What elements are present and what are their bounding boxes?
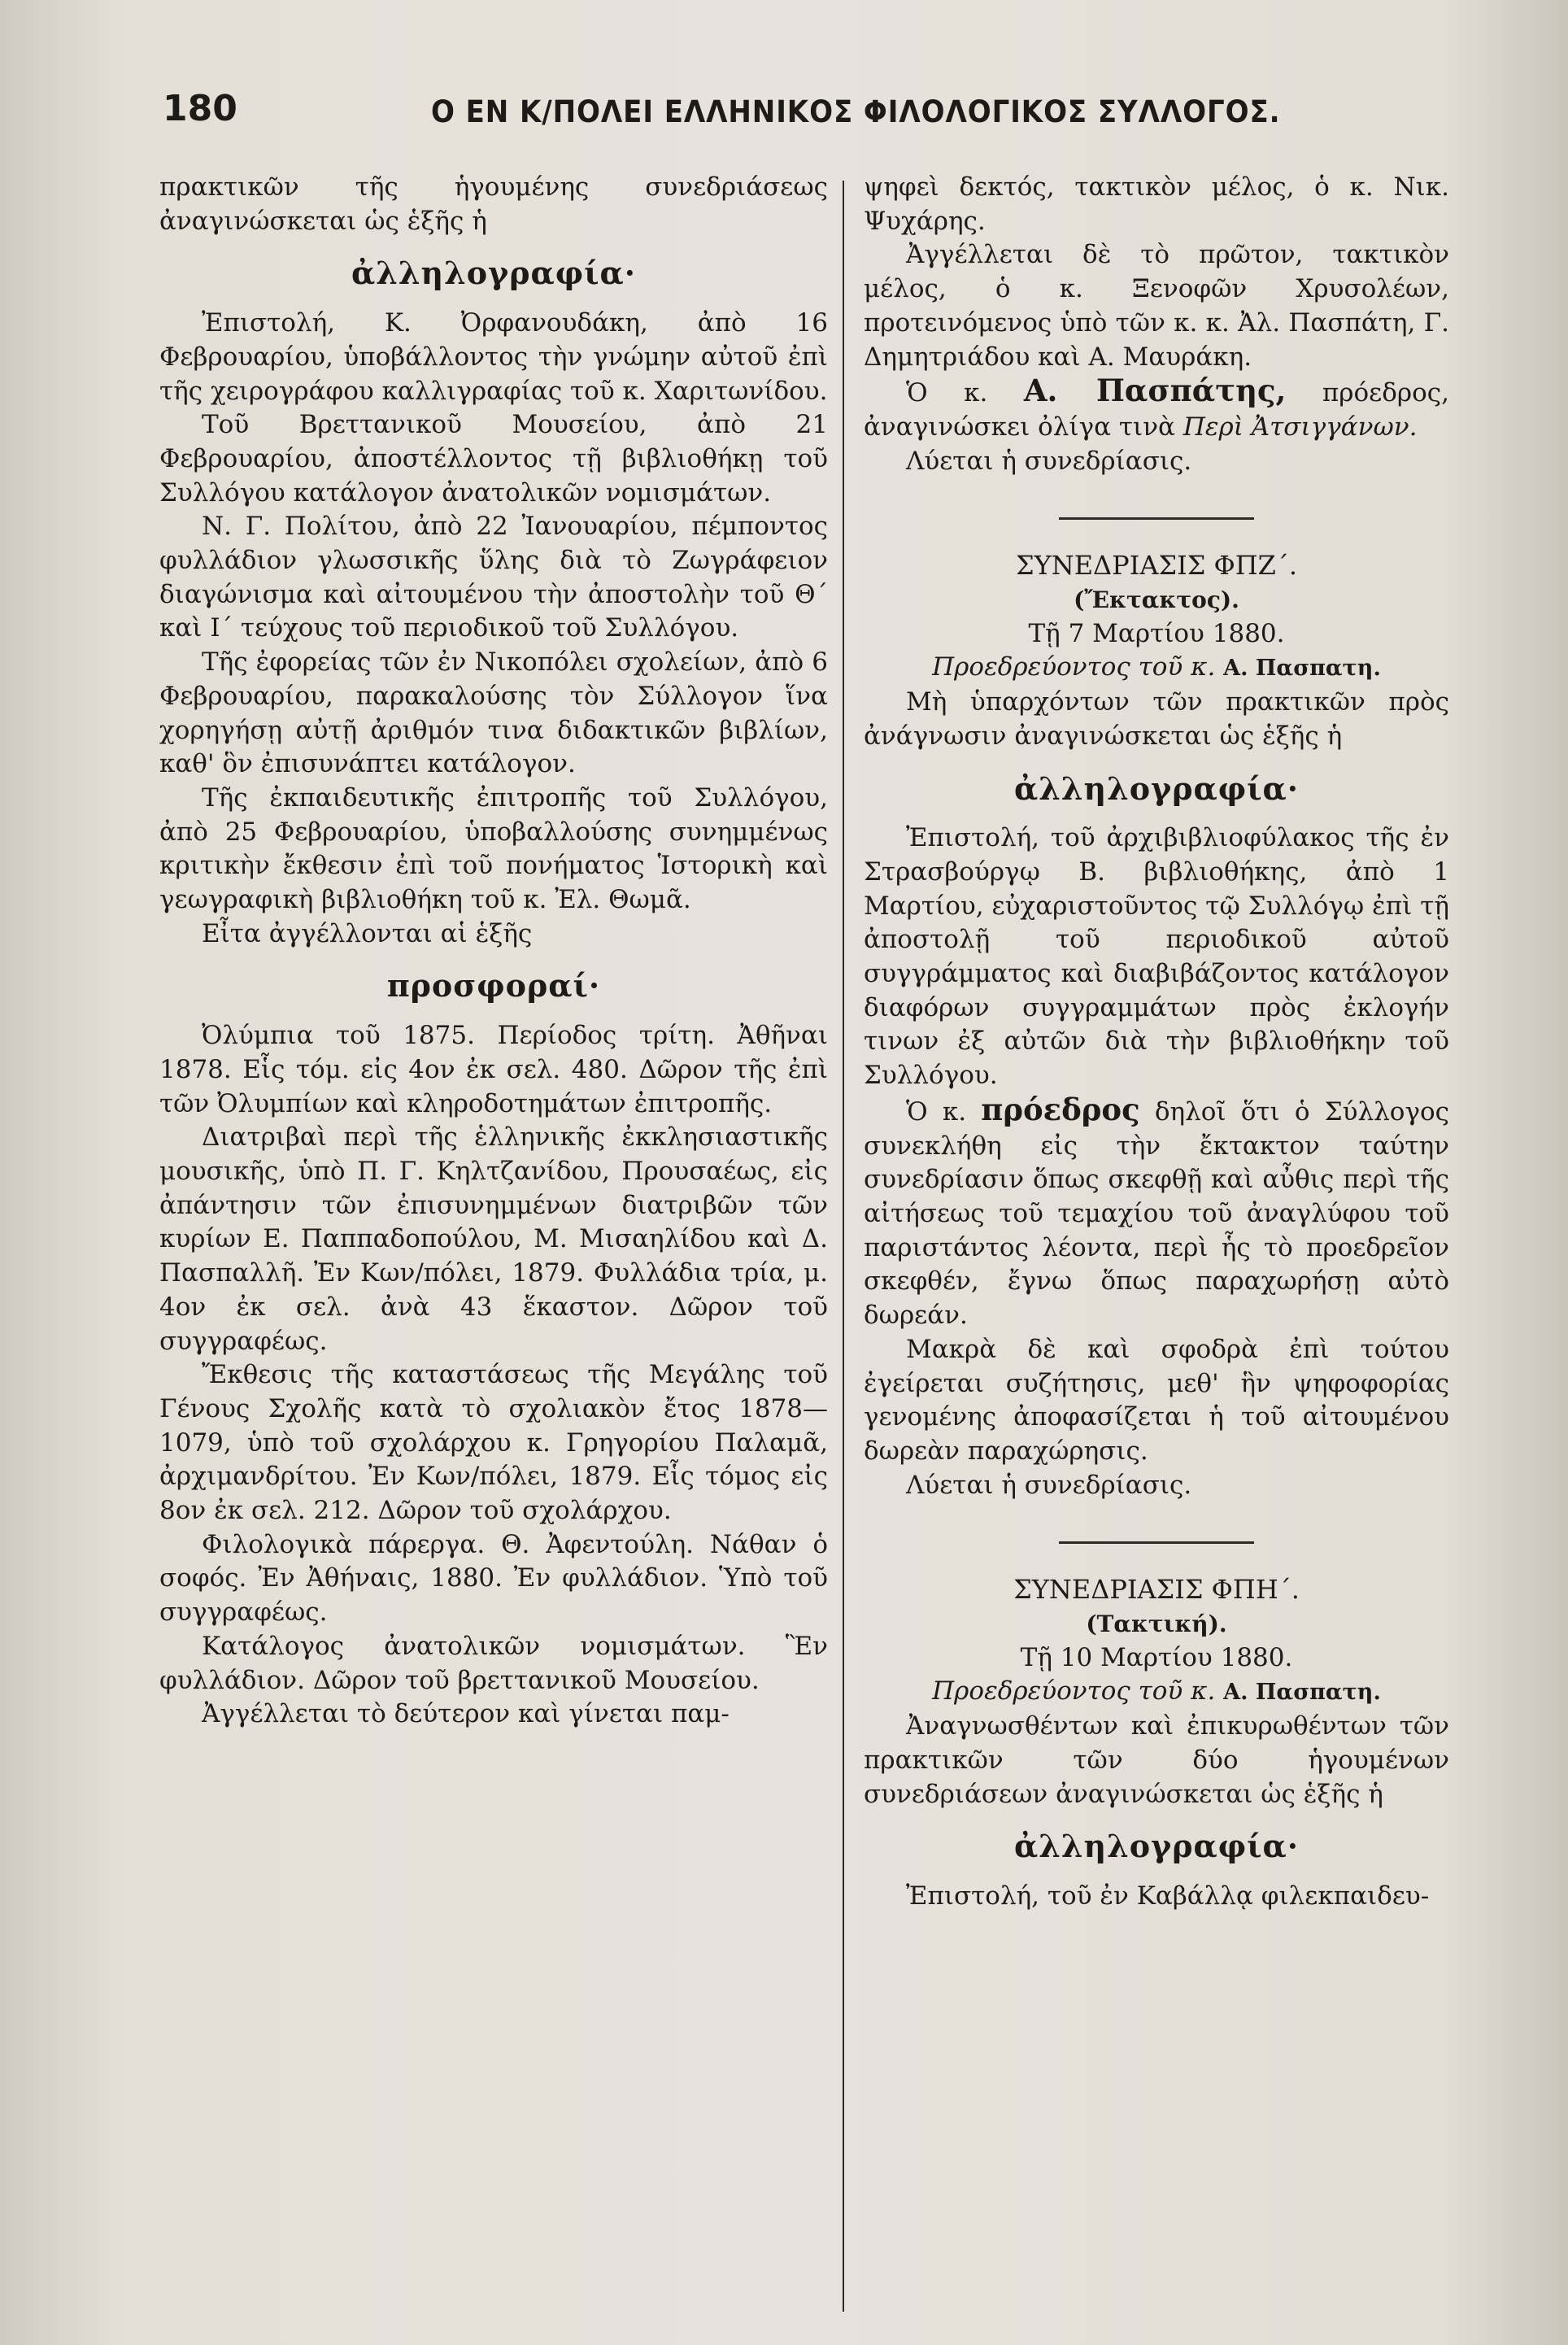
session-type: (Τακτική).: [1086, 1611, 1227, 1638]
minutes-note: Μὴ ὑπαρχόντων τῶν πρακτικῶν πρὸς ἀνάγνωσιν ἀναγινώσκεται ὡς ἑξῆς ἡ: [864, 687, 1449, 751]
running-title: Ο ΕΝ Κ/ΠΟΛΕΙ ΕΛΛΗΝΙΚΟΣ ΦΙΛΟΛΟΓΙΚΟΣ ΣΥΛΛΟΓΟΣ.: [431, 94, 1281, 129]
heading-correspondence: ἀλληλογραφία·: [351, 255, 636, 292]
column-divider: [843, 181, 844, 2312]
offer-school-report: Ἔκθεσις τῆς καταστάσεως τῆς Μεγάλης τοῦ Γένους Σχολῆς κατὰ τὸ σχολιακὸν ἔτος 1878—1079, ὑπὸ τοῦ σχολάρχου κ. Γρηγορίου Παλαμᾶ, ἀρχιμανδρίτου. Ἐν Κων/πόλει, 1879. Εἷς τόμος εἰς 8ον ἐκ σελ. 212. Δῶρον τοῦ σχολάρχου.: [159, 1360, 828, 1526]
session-date: Τῇ 10 Μαρτίου 1880.: [1020, 1642, 1293, 1672]
section-rule: [1059, 1541, 1254, 1544]
page-header: [163, 88, 1301, 145]
letter-british-museum: Τοῦ Βρεττανικοῦ Μουσείου, ἀπὸ 21 Φεβρουαρίου, ἀποστέλλοντος τῇ βιβλιοθήκῃ τοῦ Συλλόγου κατάλογον ἀνατολικῶν νομισμάτων.: [159, 410, 828, 508]
offer-olympia: Ὀλύμπια τοῦ 1875. Περίοδος τρίτη. Ἀθῆναι 1878. Εἷς τόμ. εἰς 4ον ἐκ σελ. 480. Δῶρον τῆς ἐπὶ τῶν Ὀλυμπίων καὶ κληροδοτημάτων ἐπιτροπῆς.: [159, 1021, 828, 1118]
page-number: 180: [163, 88, 237, 129]
heading-offers: προσφοραί·: [386, 967, 601, 1005]
heading-correspondence: ἀλληλογραφία·: [1014, 1828, 1299, 1865]
letter-orfanoudakis: Ἐπιστολή, Κ. Ὀρφανουδάκη, ἀπὸ 16 Φεβρουαρίου, ὑποβάλλοντος τὴν γνώμην αὐτοῦ ἐπὶ τῆς χειρογράφου καλλιγραφίας τοῦ κ. Χαριτωνίδου.: [159, 308, 828, 406]
intro-text: πρακτικῶν τῆς ἡγουμένης συνεδριάσεως ἀναγινώσκεται ὡς ἑξῆς ἡ: [159, 172, 828, 236]
letter-nikopolis: Τῆς ἐφορείας τῶν ἐν Νικοπόλει σχολείων, ἀπὸ 6 Φεβρουαρίου, παρακαλούσης τὸν Σύλλογον ἵνα χορηγήσῃ αὐτῇ ἀριθμόν τινα διδακτικῶν βιβλίων, καθ' ὃν ἐπισυνάπτει κατάλογον.: [159, 647, 828, 779]
announcement-continued: Ἀγγέλλεται τὸ δεύτερον καὶ γίνεται παμ-: [202, 1699, 730, 1729]
letter-education-committee: Τῆς ἐκπαιδευτικῆς ἐπιτροπῆς τοῦ Συλλόγου, ἀπὸ 25 Φεβρουαρίου, ὑποβαλλούσης συνημμένως κριτικὴν ἔκθεσιν ἐπὶ τοῦ πονήματος Ἱστορικὴ καὶ γεωγραφικὴ βιβλιοθήκη τοῦ κ. Ἐλ. Θωμᾶ.: [159, 782, 828, 915]
session-closed: Λύεται ἡ συνεδρίασις.: [906, 446, 1192, 476]
minutes-approval: Ἀναγνωσθέντων καὶ ἐπικυρωθέντων τῶν πρακτικῶν τῶν δύο ἡγουμένων συνεδριάσεων ἀναγινώσκεται ὡς ἑξῆς ἡ: [864, 1711, 1449, 1809]
session-date: Τῇ 7 Μαρτίου 1880.: [1028, 618, 1285, 648]
right-column: [864, 171, 1449, 1914]
letter-strasbourg: Ἐπιστολή, τοῦ ἀρχιβιβλιοφύλακος τῆς ἐν Στρασβούργῳ Β. βιβλιοθήκης, ἀπὸ 1 Μαρτίου, εὐχαριστοῦντος τῷ Συλλόγῳ ἐπὶ τῇ ἀποστολῇ τοῦ περιοδικοῦ αὐτοῦ συγγράμματος καὶ διαβιβάζοντος κατάλογον διαφόρων συγγραμμάτων πρὸς ἐκλογήν τινων ἐξ αὐτῶν διὰ τὴν βιβλιοθήκην τοῦ Συλλόγου.: [864, 823, 1449, 1091]
vote-discussion: Μακρὰ δὲ καὶ σφοδρὰ ἐπὶ τούτου ἐγείρεται συζήτησις, μεθ' ἣν ψηφοφορίας γενομένης ἀποφασίζεται ἡ τοῦ αἰτουμένου δωρεὰν παραχώρησις.: [864, 1334, 1449, 1466]
session-title: ΣΥΝΕΔΡΙΑΣΙΣ ΦΠΖ΄.: [1015, 550, 1298, 582]
section-rule: [1059, 517, 1254, 520]
session-chair: Προεδρεύοντος τοῦ κ. Α. Πασπατη.: [932, 1676, 1381, 1706]
member-chrysoleon: Ἀγγέλλεται δὲ τὸ πρῶτον, τακτικὸν μέλος, ὁ κ. Ξενοφῶν Χρυσολέων, προτεινόμενος ὑπὸ τῶν κ. κ. Ἀλ. Πασπάτη, Γ. Δημητριάδου καὶ Α. Μαυράκη.: [864, 240, 1449, 372]
letter-politis: Ν. Γ. Πολίτου, ἀπὸ 22 Ἰανουαρίου, πέμποντος φυλλάδιον γλωσσικῆς ὕλης διὰ τὸ Ζωγράφειον διαγώνισμα καὶ αἰτουμένου τὴν ἀποστολὴν τοῦ Θ΄ καὶ Ι΄ τεύχους τοῦ περιοδικοῦ τοῦ Συλλόγου.: [159, 512, 828, 643]
session-title: ΣΥΝΕΔΡΙΑΣΙΣ ΦΠΗ΄.: [1013, 1574, 1300, 1606]
president-statement: Ὁ κ. πρόεδρος δηλοῖ ὅτι ὁ Σύλλογος συνεκλήθη εἰς τὴν ἔκτακτον ταύτην συνεδρίασιν ὅπως σκεφθῇ καὶ αὖθις περὶ τῆς αἰτήσεως τοῦ τεμαχίου τοῦ ἀναγλύφου τοῦ παριστάντος λέοντα, περὶ ἧς τὸ προεδρεῖον σκεφθέν, ἔγνω ὅπως παραχωρήσῃ αὐτὸ δωρεάν.: [864, 1091, 1450, 1331]
heading-correspondence: ἀλληλογραφία·: [1014, 769, 1299, 807]
letter-kavala: Ἐπιστολή, τοῦ ἐν Καβάλλᾳ φιλεκπαιδευ-: [906, 1881, 1430, 1911]
session-chair: Προεδρεύοντος τοῦ κ. Α. Πασπατη.: [932, 652, 1381, 682]
offer-music-treatises: Διατριβαὶ περὶ τῆς ἑλληνικῆς ἐκκλησιαστικῆς μουσικῆς, ὑπὸ Π. Γ. Κηλτζανίδου, Προυσαέως, εἰς ἀπάντησιν τῶν ἐπισυνημμένων διατριβῶν τῶν κυρίων Ε. Παππαδοπούλου, Μ. Μισαηλίδου καὶ Δ. Πασπαλλῆ. Ἐν Κων/πόλει, 1879. Φυλλάδια τρία, μ. 4ον ἐκ σελ. ἀνὰ 43 ἕκαστον. Δῶρον τοῦ συγγραφέως.: [159, 1122, 828, 1356]
session-closed: Λύεται ἡ συνεδρίασις.: [906, 1470, 1192, 1500]
session-type: (Ἔκτακτος).: [1074, 586, 1239, 614]
offer-coin-catalogue: Κατάλογος ἀνατολικῶν νομισμάτων. Ἓν φυλλάδιον. Δῶρον τοῦ βρεττανικοῦ Μουσείου.: [159, 1631, 828, 1695]
offer-philological: Φιλολογικὰ πάρεργα. Θ. Ἀφεντούλη. Νάθαν ὁ σοφός. Ἐν Ἀθήναις, 1880. Ἐν φυλλάδιον. Ὑπὸ τοῦ συγγραφέως.: [159, 1529, 828, 1628]
offers-intro: Εἶτα ἀγγέλλονται αἱ ἑξῆς: [202, 918, 533, 948]
left-column: [159, 171, 828, 1732]
work-title: Περὶ Ἀτσιγγάνων.: [1183, 412, 1418, 442]
member-psycharis: ψηφεὶ δεκτός, τακτικὸν μέλος, ὁ κ. Νικ. Ψυχάρης.: [864, 172, 1449, 236]
paspatis-reading: Ὁ κ. Α. Πασπάτης, πρόεδρος, ἀναγινώσκει ὀλίγα τινὰ Περὶ Ἀτσιγγάνων.: [864, 373, 1449, 442]
speaker-name: Α. Πασπάτης,: [1023, 373, 1287, 409]
